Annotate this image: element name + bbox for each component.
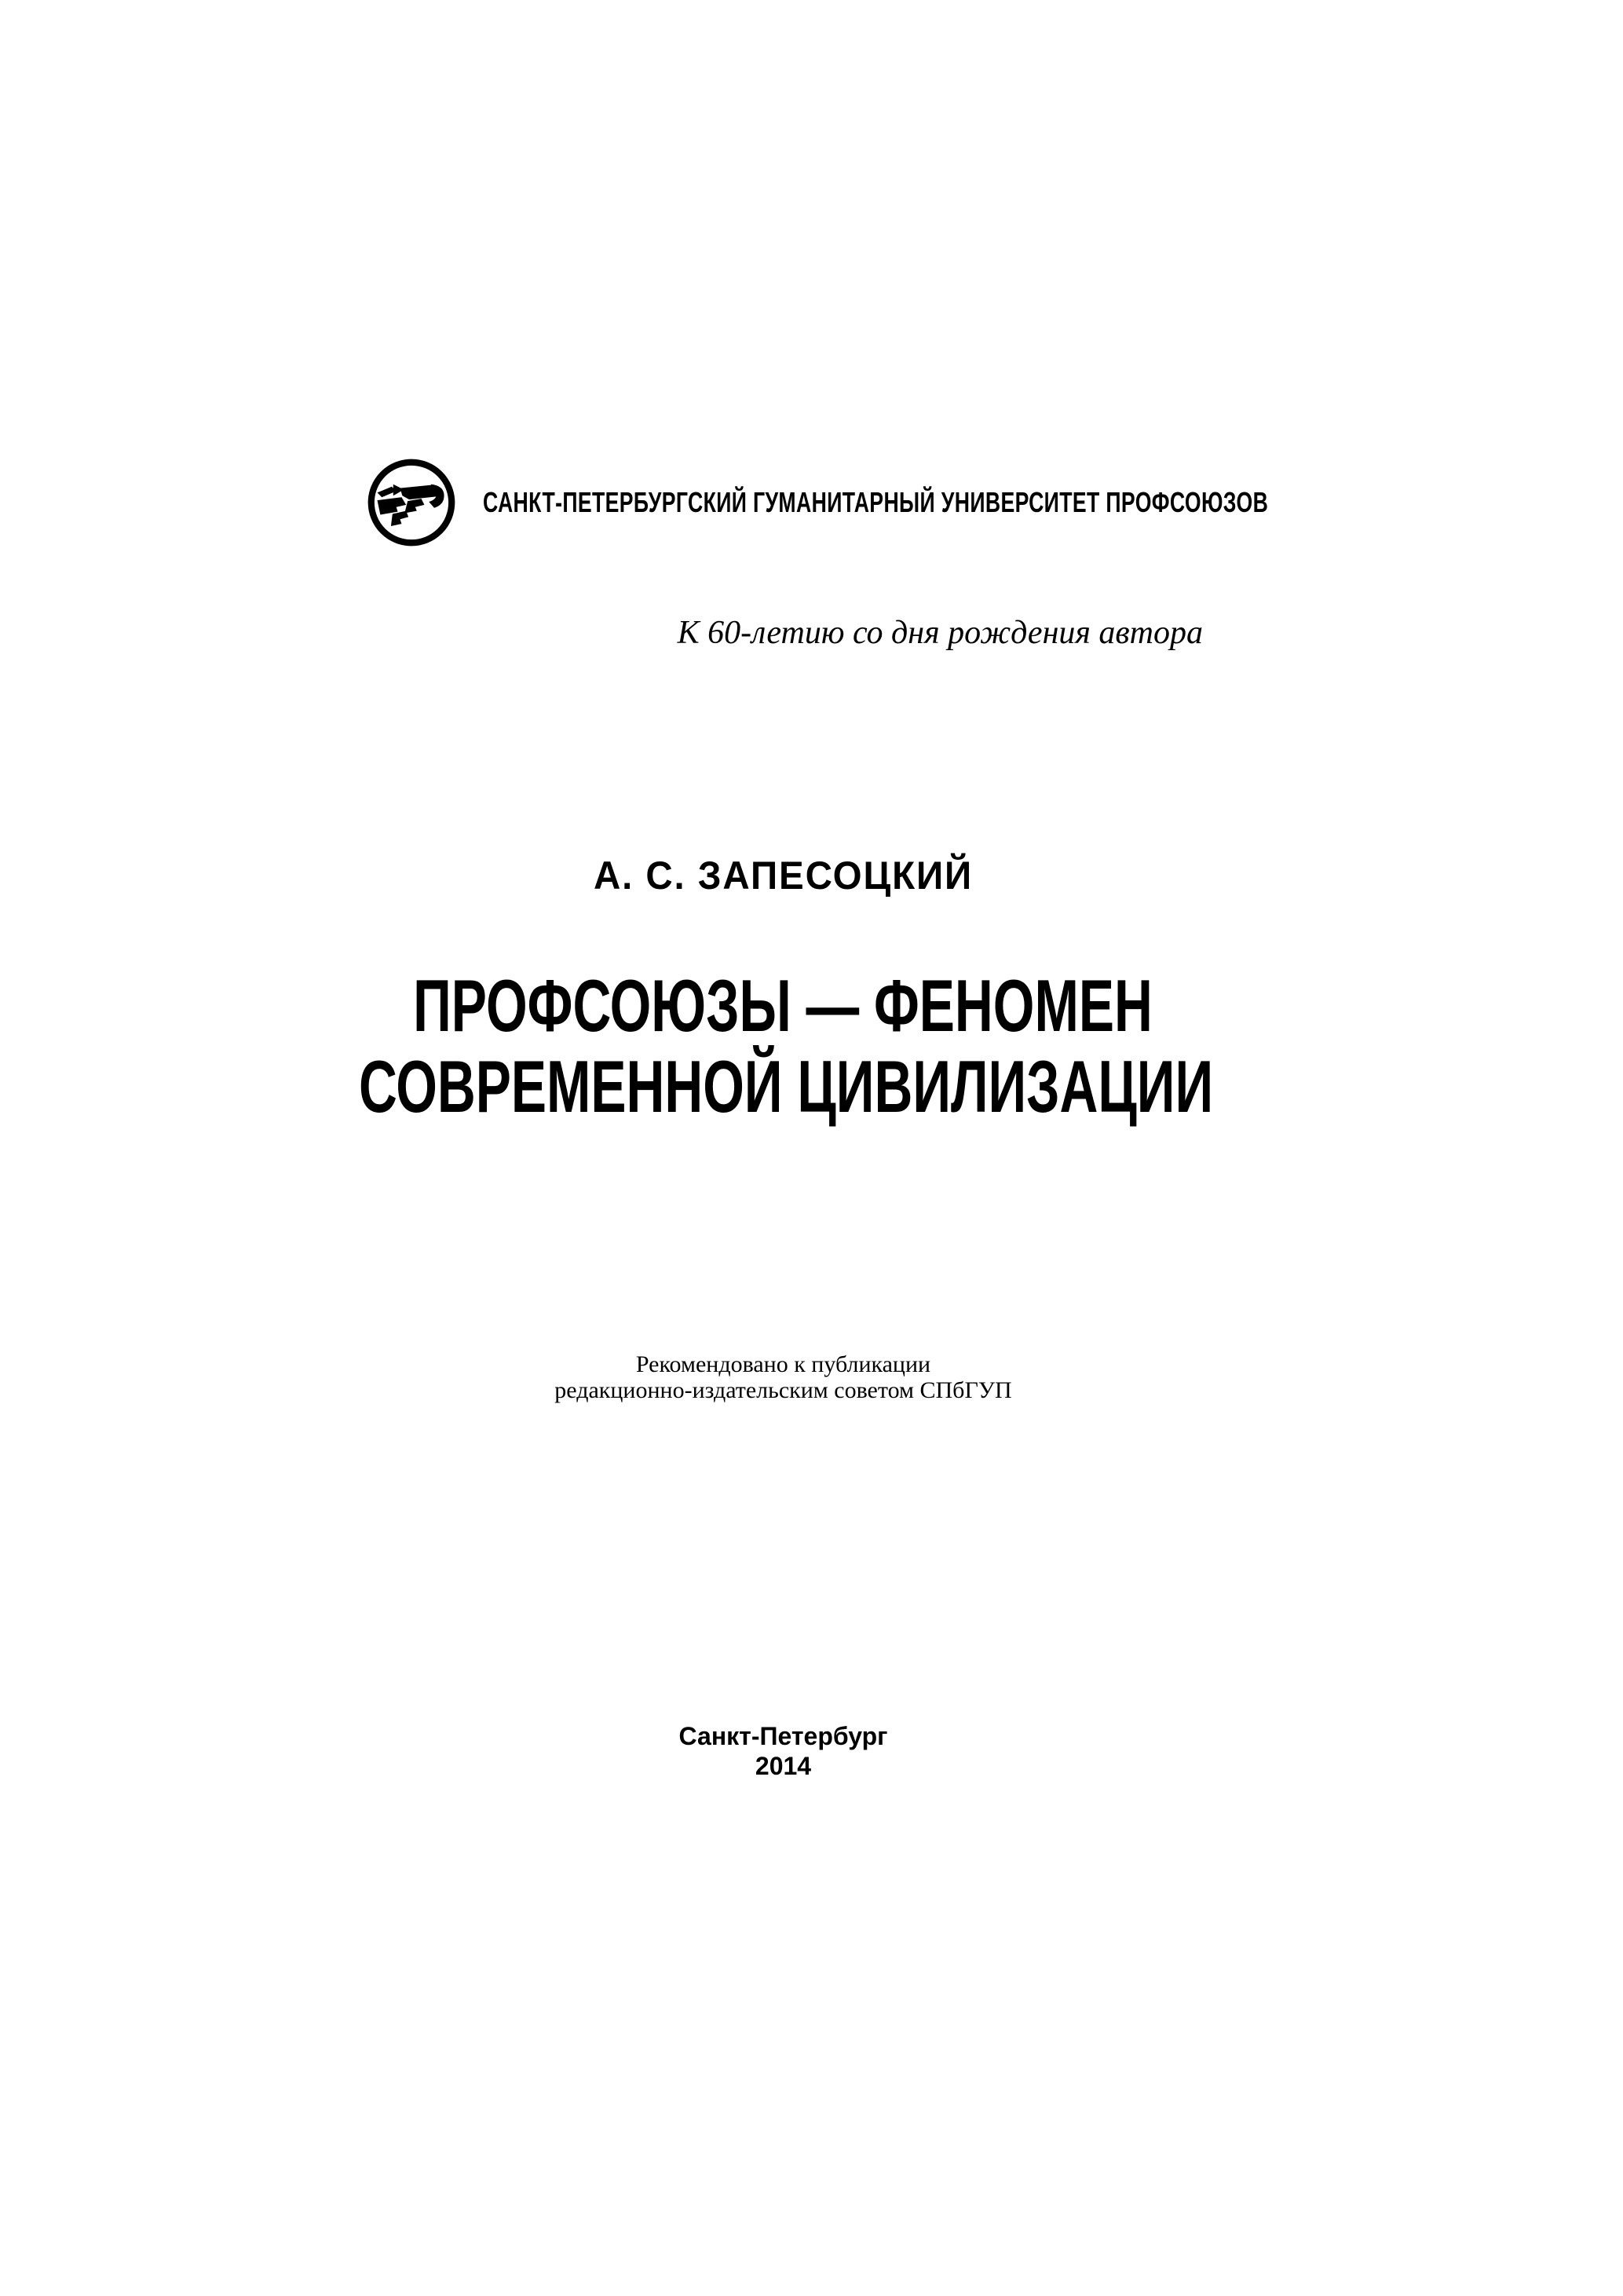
approval-line1: Рекомендовано к публикации [635, 1351, 931, 1377]
university-emblem-icon [366, 457, 457, 548]
book-title-line2: СОВРЕМЕННОЙ ЦИВИЛИЗАЦИИ [359, 1045, 1214, 1128]
book-title [359, 964, 1214, 1128]
university-header [366, 457, 1308, 548]
imprint-year: 2014 [755, 1752, 812, 1780]
approval-line2: редакционно-издательским советом СПбГУП [554, 1377, 1012, 1403]
approval-note [365, 1351, 1201, 1403]
author-name: А. С. ЗАПЕСОЦКИЙ [593, 854, 974, 898]
imprint [365, 1721, 1201, 1781]
dedication-line: К 60-летию со дня рождения автора [677, 615, 1203, 651]
book-title-line1: ПРОФСОЮЗЫ — ФЕНОМЕН [413, 964, 1153, 1047]
university-name: САНКТ-ПЕТЕРБУРГСКИЙ ГУМАНИТАРНЫЙ УНИВЕРСИТЕТ ПРОФСОЮЗОВ [483, 486, 1269, 518]
imprint-city: Санкт-Петербург [678, 1722, 888, 1750]
